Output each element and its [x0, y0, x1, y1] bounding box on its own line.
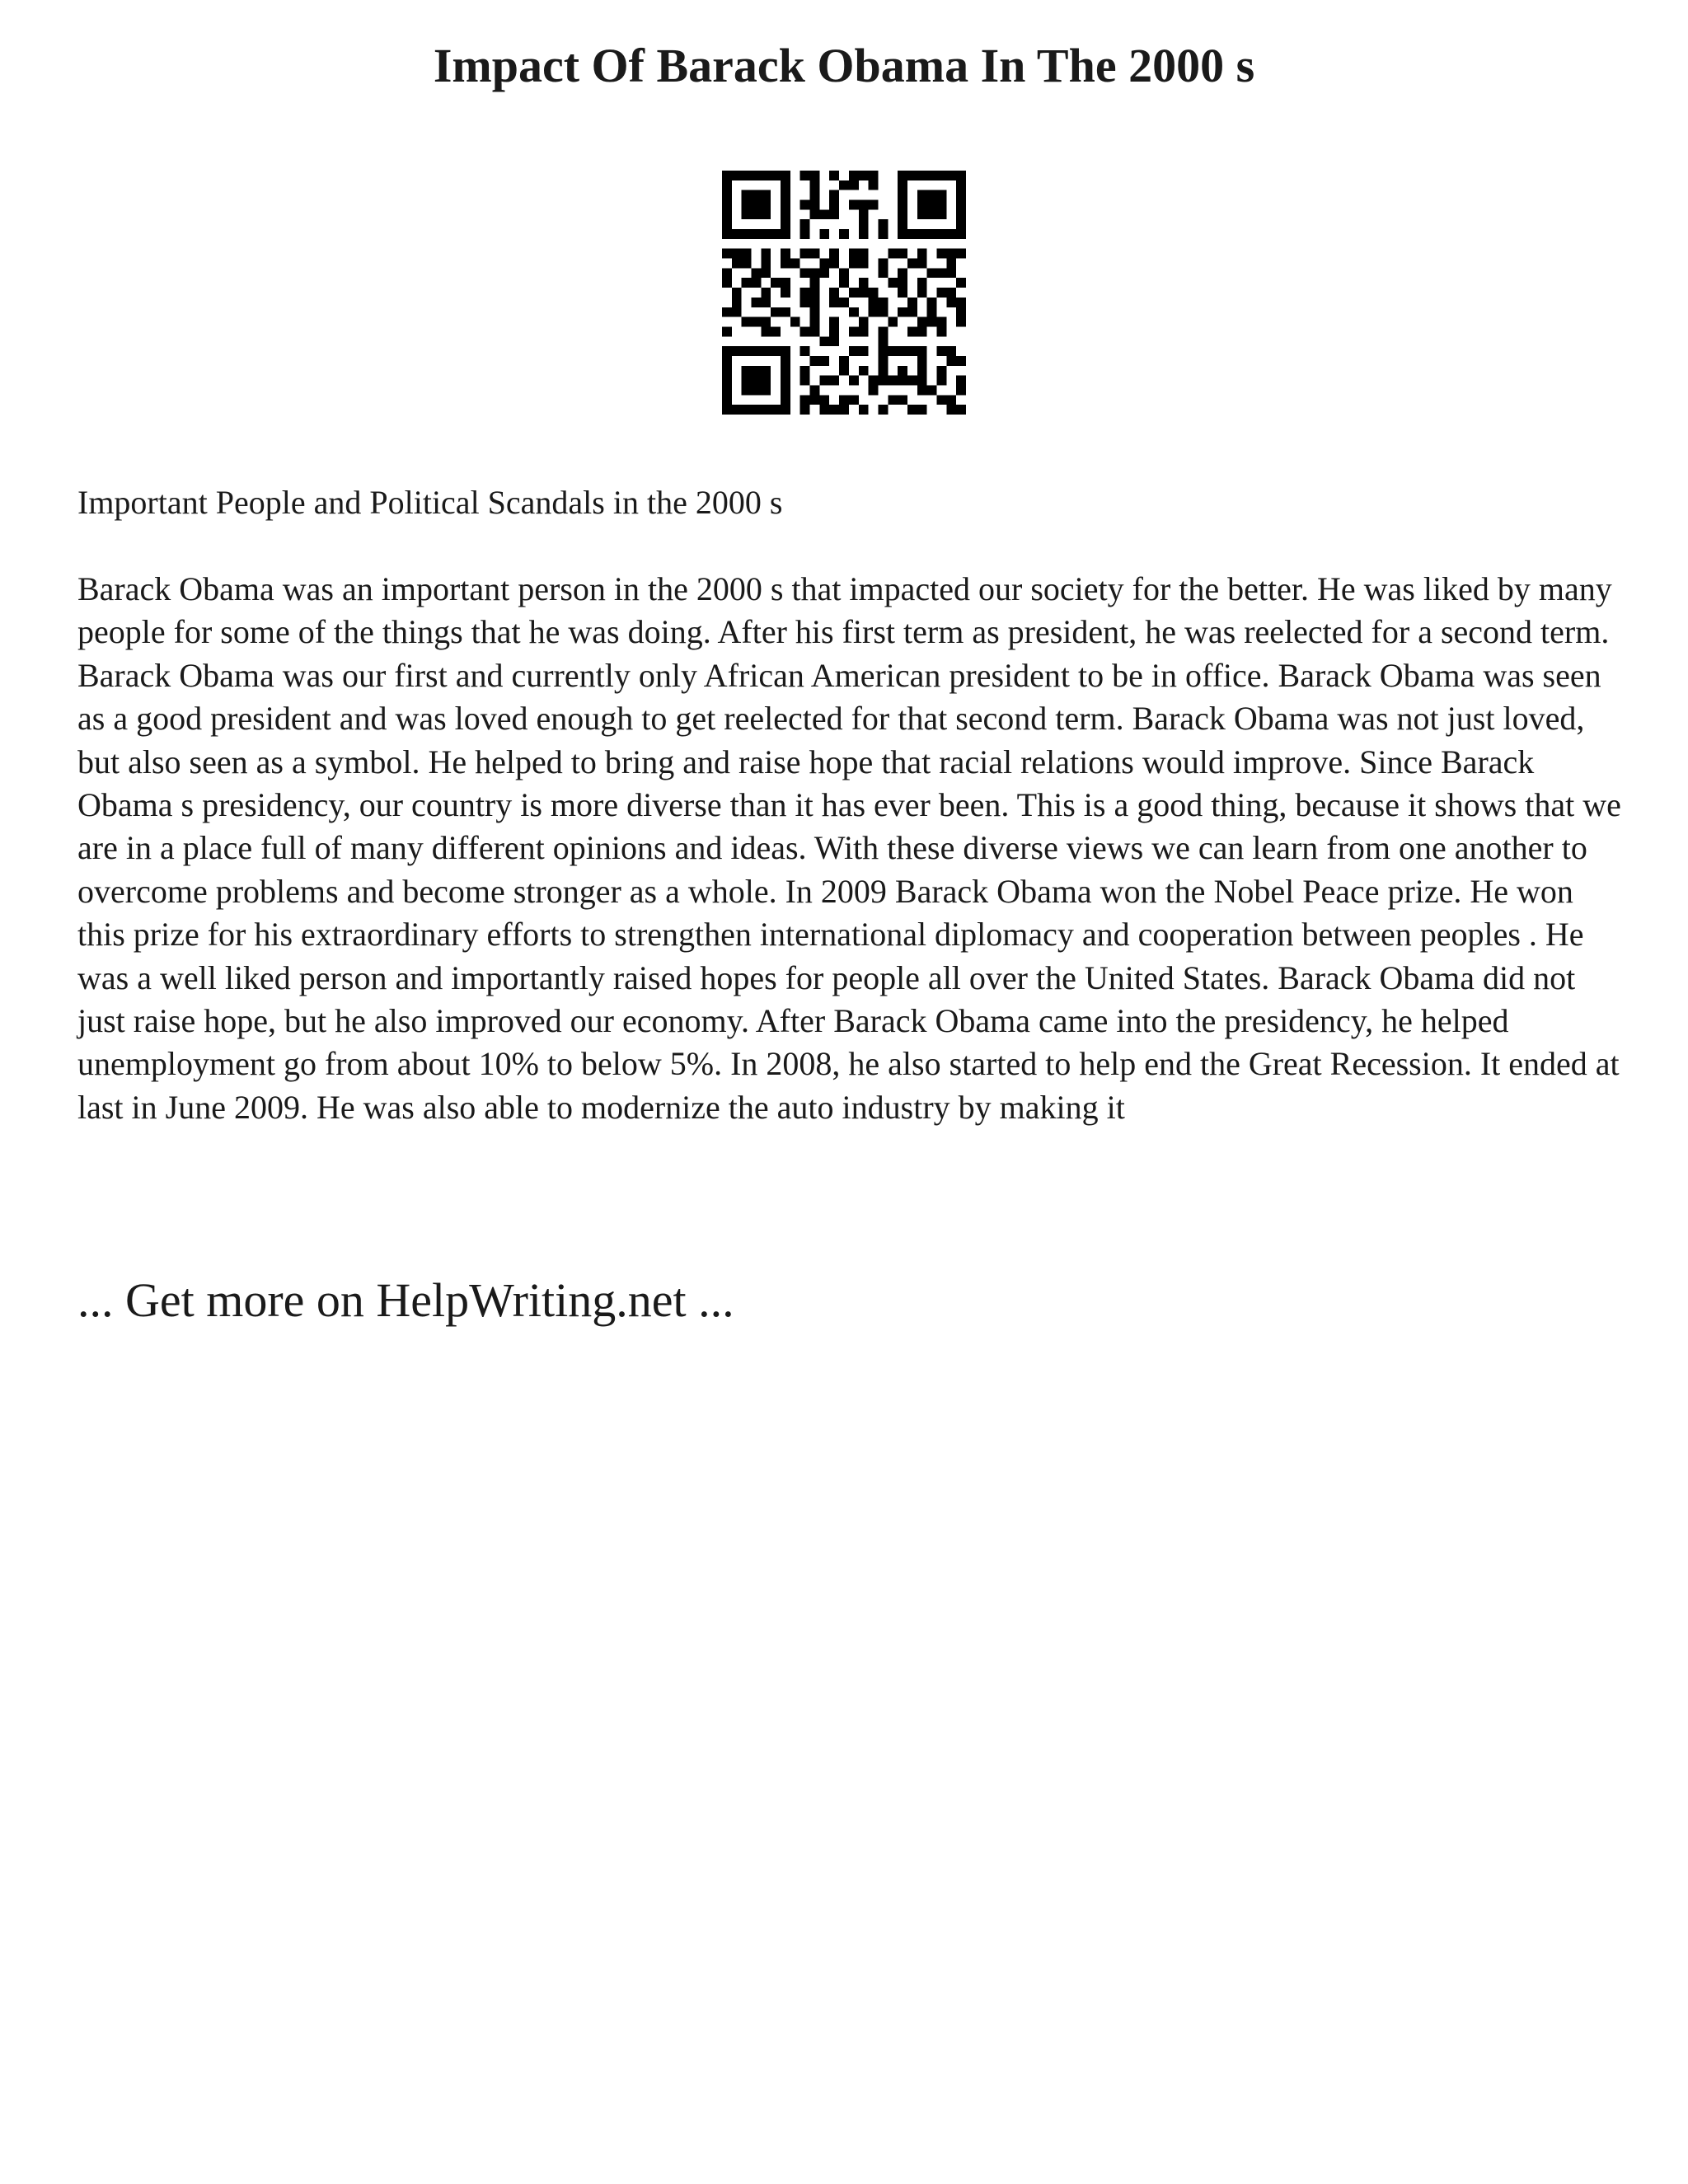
- section-heading: Important People and Political Scandals in the 2000 s: [77, 484, 783, 521]
- qr-code-icon: [722, 171, 966, 415]
- page-title: Impact Of Barack Obama In The 2000 s: [433, 39, 1255, 92]
- essay-paragraph: Barack Obama was an important person in the 2000 s that impacted our society for the better. He was liked by many people for some of the things that he was doing. After his first term as president, he was reelected for a second term. Barack Obama was our first and currently only African American president to be in office. Barack Obama was seen as a good president and was loved enough to get reelected for that second term. Barack Obama was not just loved, but also seen as a symbol. He helped to bring and raise hope that racial relations would improve. Since Barack Obama s presidency, our country is more diverse than it has ever been. This is a good thing, because it shows that we are in a place full of many different opinions and ideas. With these diverse views we can learn from one another to overcome problems and become stronger as a whole. In 2009 Barack Obama won the Nobel Peace prize. He won this prize for his extraordinary efforts to strengthen international diplomacy and cooperation between peoples . He was a well liked person and importantly raised hopes for people all over the United States. Barack Obama did not just raise hope, but he also improved our economy. After Barack Obama came into the presidency, he helped unemployment go from about 10% to below 5%. In 2008, he also started to help end the Great Recession. It ended at last in June 2009. He was also able to modernize the auto industry by making it: [77, 570, 1621, 1126]
- get-more-link[interactable]: ... Get more on HelpWriting.net ...: [77, 1273, 734, 1327]
